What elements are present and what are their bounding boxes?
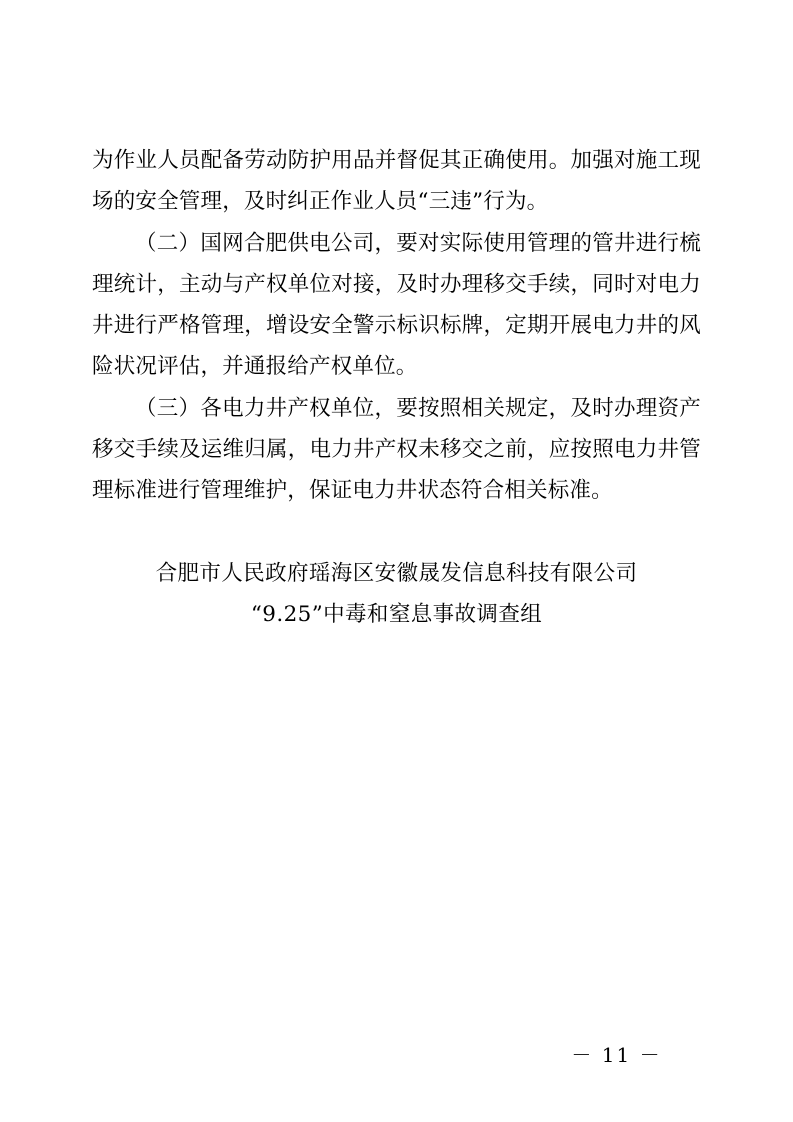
signature-group: “9.25”中毒和窒息事故调查组 — [250, 602, 543, 627]
signature-organization: 合肥市人民政府瑶海区安徽晟发信息科技有限公司 — [155, 561, 638, 586]
paragraph-3: （三）各电力井产权单位，要按照相关规定，及时办理资产移交手续及运维归属，电力井产权未移交之前，应按照电力井管理标准进行管理维护，保证电力井状态符合相关标准。 — [92, 396, 701, 503]
paragraph-1: 为作业人员配备劳动防护用品并督促其正确使用。加强对施工现场的安全管理，及时纠正作业人员“三违”行为。 — [92, 148, 701, 214]
signature-block — [92, 553, 701, 635]
document-body — [92, 140, 701, 511]
page-number: － 11 － — [571, 1043, 662, 1067]
paragraph-2: （二）国网合肥供电公司，要对实际使用管理的管井进行梳理统计，主动与产权单位对接，及时办理移交手续，同时对电力井进行严格管理，增设安全警示标识标牌，定期开展电力井的风险状况评估，并通报给产权单位。 — [92, 231, 701, 379]
